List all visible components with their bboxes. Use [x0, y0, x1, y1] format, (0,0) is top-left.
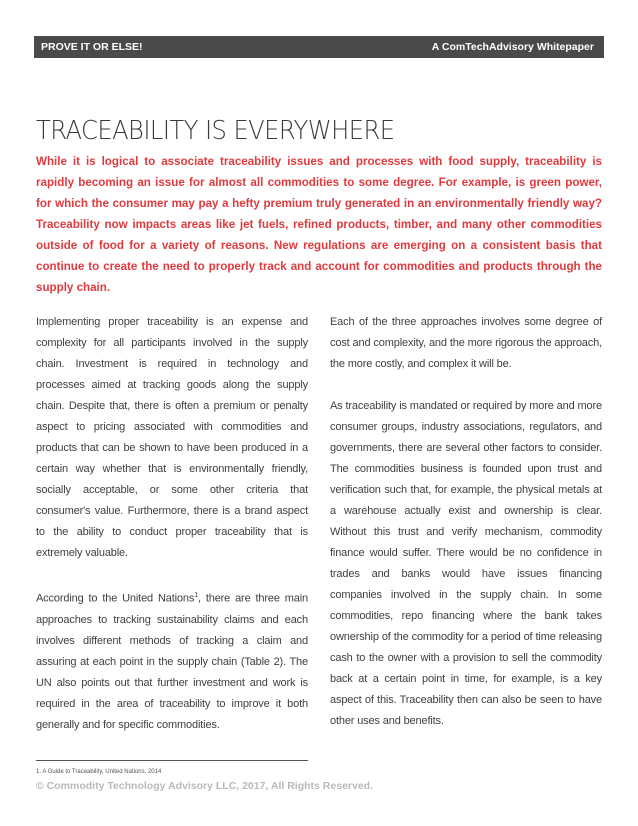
right-paragraph-2: As traceability is mandated or required by more and more consumer groups, industry associations, regulators, and governments, there are several other factors to consider. The commodities business is founded upon trust and verification such that, for example, the physical metals at a warehouse actually exist and ownership is clear. Without this trust and verify mechanism, commodity finance would suffer. There would be no confidence in trades and banks would have issues financing companies involved in the supply chain. In some commodities, repo financing where the bank takes ownership of the commodity for a period of time releasing cash to the owner with a provision to sell the commodity back at a certain point in time, for example, is a key aspect of this. Traceability then can also be seen to have other uses and benefits.	[330, 400, 602, 727]
footnote-divider	[36, 760, 308, 761]
footnote: 1. A Guide to Traceability, United Nations, 2014	[36, 769, 162, 775]
right-paragraph-1: Each of the three approaches involves some degree of cost and complexity, and the more rigorous the approach, the more costly, and complex it will be.	[330, 316, 602, 370]
footnote-reference: 1	[194, 592, 198, 599]
page-title: TRACEABILITY IS EVERYWHERE	[36, 116, 395, 146]
intro-paragraph: While it is logical to associate traceability issues and processes with food supply, traceability is rapidly becoming an issue for almost all commodities to some degree. For example, is green power, for which the consumer may pay a hefty premium truly generated in an environmentally friendly way? Traceability now impacts areas like jet fuels, refined products, timber, and many other commodities outside of food for a variety of reasons. New regulations are emerging on a consistent basis that continue to create the need to properly track and account for commodities and products through the supply chain.	[36, 155, 602, 294]
left-column	[36, 312, 308, 736]
right-column	[330, 312, 602, 732]
left-paragraph-2	[36, 585, 308, 736]
header-bar	[34, 36, 604, 58]
header-left-label: PROVE IT OR ELSE!	[41, 41, 143, 53]
left-paragraph-2-end: , there are three main approaches to tracking sustainability claims and each involves different methods of tracking a claim and assuring at each point in the supply chain (Table 2). The UN also points out that further investment and work is required in the area of traceability to improve it both generally and for specific commodities.	[36, 592, 308, 731]
header-right-label: A ComTechAdvisory Whitepaper	[431, 41, 594, 53]
left-paragraph-1: Implementing proper traceability is an expense and complexity for all participants involved in the supply chain. Investment is required in technology and processes aimed at tracking goods along the supply chain. Despite that, there is often a premium or penalty aspect to pricing associated with commodities and products that can be shown to have been produced in a certain way whether that is environmentally friendly, socially acceptable, or some other criteria that consumer's value. Furthermore, there is a brand aspect to the ability to conduct proper traceability that is extremely valuable.	[36, 316, 308, 559]
copyright-notice: © Commodity Technology Advisory LLC, 2017, All Rights Reserved.	[36, 780, 373, 792]
left-paragraph-2-start: According to the United Nations	[36, 592, 195, 605]
